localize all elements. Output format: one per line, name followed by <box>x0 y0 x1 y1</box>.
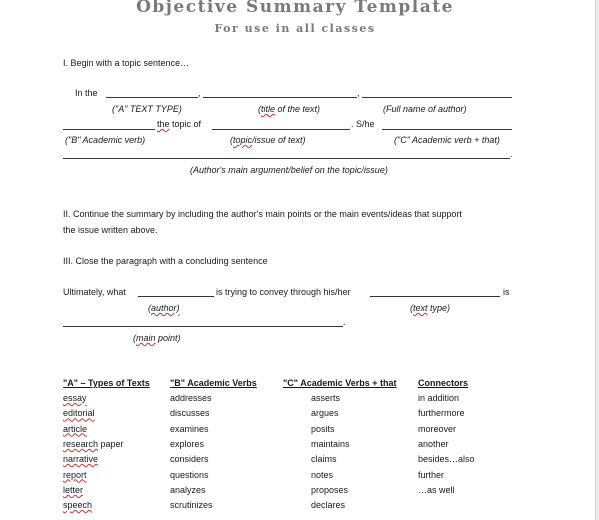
list-item: besides…also <box>418 454 475 465</box>
in-the-text: In the <box>75 88 98 98</box>
col-b-header: "B" Academic Verbs <box>170 378 257 388</box>
list-item: asserts <box>311 393 341 403</box>
list-item: further <box>418 469 445 480</box>
list-item: letter <box>63 484 84 495</box>
ultimately-text: Ultimately, what <box>63 287 126 297</box>
list-item: addresses <box>170 393 212 403</box>
section2-line2: the issue written above. <box>63 225 158 235</box>
s-he-text: . S/he <box>351 119 375 129</box>
list-item: examines <box>170 423 209 434</box>
list-item: proposes <box>311 484 349 495</box>
list-item: claims <box>311 454 337 465</box>
list-item: scrutinizes <box>170 500 213 511</box>
list-item: report <box>63 469 87 480</box>
label-text-type: (text type) <box>410 303 451 313</box>
list-item: moreover <box>418 423 457 434</box>
list-item: notes <box>311 469 334 480</box>
col-a-header: "A" – Types of Texts <box>63 378 150 388</box>
list-item: maintains <box>311 438 350 449</box>
label-full-name: (Full name of author) <box>383 104 467 114</box>
list-item: in addition <box>418 393 460 403</box>
blank-main-point <box>63 326 343 327</box>
list-item: research paper <box>63 438 124 449</box>
list-item: questions <box>170 469 209 480</box>
list-item: speech <box>63 500 93 511</box>
period: . <box>510 149 513 159</box>
trying-text: is trying to convey through his/her <box>216 287 351 297</box>
blank-author-name <box>362 97 512 98</box>
label-c-verb: ("C" Academic verb + that) <box>394 135 500 145</box>
list-item: argues <box>311 408 339 419</box>
list-item: narrative <box>63 454 99 465</box>
list-item: explores <box>170 438 205 449</box>
label-title: (title of the text) <box>258 104 321 114</box>
blank-c-verb <box>382 129 512 130</box>
the-topic-of-text: the topic of <box>157 119 202 129</box>
blank-b-verb <box>63 129 155 130</box>
comma: , <box>198 88 201 98</box>
list-item: essay <box>63 393 87 403</box>
is-text: is <box>503 287 510 297</box>
label-main-point: (main point) <box>133 333 181 343</box>
label-main-argument: (Author's main argument/belief on the topic/issue) <box>190 165 388 175</box>
label-b-verb: ("B" Academic verb) <box>65 135 146 145</box>
section2-line1: II. Continue the summary by including the author's main points or the main events/ideas that support <box>63 209 462 219</box>
blank-title <box>203 97 357 98</box>
list-item: furthermore <box>418 408 465 419</box>
list-item: another <box>418 438 449 449</box>
comma: , <box>357 88 360 98</box>
list-item: editorial <box>63 408 95 419</box>
col-c-header: "C" Academic Verbs + that <box>283 378 397 388</box>
list-item: …as well <box>418 484 455 495</box>
label-topic: (topic/issue of text) <box>230 135 306 145</box>
col-d-header: Connectors <box>418 378 469 388</box>
period: . <box>343 317 346 327</box>
blank-text-type-2 <box>370 296 500 297</box>
page-title: Objective Summary Template <box>136 0 454 17</box>
page-edge <box>595 0 599 520</box>
list-item: discusses <box>170 408 210 419</box>
section3-heading: III. Close the paragraph with a concluding sentence <box>63 256 268 266</box>
list-item: analyzes <box>170 484 206 495</box>
list-item: article <box>63 423 88 434</box>
blank-main-argument <box>63 158 510 159</box>
label-author: (author) <box>148 303 180 313</box>
page-subtitle: For use in all classes <box>214 22 376 35</box>
list-item: declares <box>311 500 346 511</box>
blank-topic <box>212 129 350 130</box>
blank-text-type <box>106 97 198 98</box>
blank-author <box>138 296 214 297</box>
section1-heading: I. Begin with a topic sentence… <box>63 58 190 68</box>
list-item: considers <box>170 454 209 465</box>
list-item: posits <box>311 423 335 434</box>
label-a-text-type: ("A" TEXT TYPE) <box>112 104 182 114</box>
